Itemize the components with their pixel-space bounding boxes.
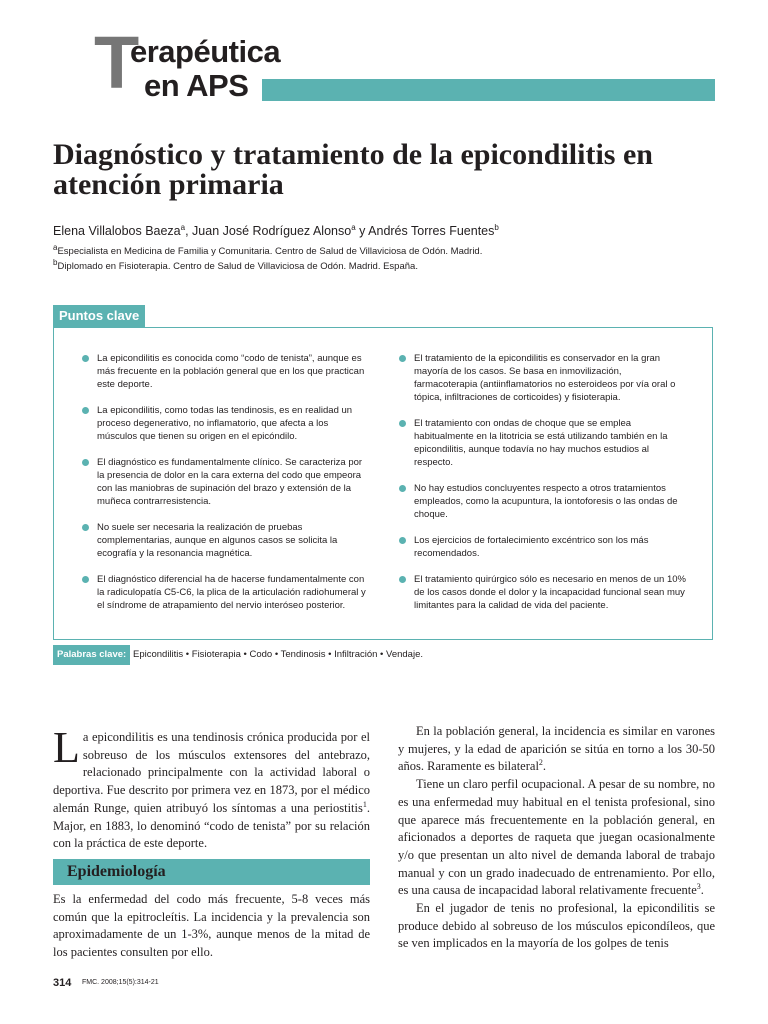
paragraph: [398, 776, 715, 900]
bullet-icon: [82, 355, 89, 362]
article-title: Diagnóstico y tratamiento de la epicondilitis en atención primaria: [53, 138, 653, 201]
bullet-icon: [399, 537, 406, 544]
bullet-icon: [82, 576, 89, 583]
paragraph-text: En el jugador de tenis no profesional, la epicondilitis se produce debido al sobreuso de los músculos epicondíleos, que se ven implicados en la mayoría de los golpes de tenis: [398, 901, 715, 951]
author-list: [53, 220, 733, 239]
author-name: Elena Villalobos Baeza: [53, 224, 181, 239]
affiliation: [53, 256, 733, 273]
keywords-label: Palabras clave:: [53, 645, 130, 665]
drop-cap: L: [53, 723, 80, 772]
author-name: Juan José Rodríguez Alonso: [192, 224, 352, 239]
bullet-icon: [399, 355, 406, 362]
logo-text-en-aps: en APS: [144, 68, 249, 103]
author-name: Andrés Torres Fuentes: [368, 224, 495, 239]
affiliation-mark: b: [53, 258, 58, 267]
author-affiliation-mark: a: [180, 223, 186, 232]
bullet-icon: [399, 485, 406, 492]
key-point: [80, 521, 370, 560]
key-point-text: La epicondilitis, como todas las tendinosis, es en realidad un proceso degenerativo, no inflamatorio, que afecta a los músculos que tienen su origen en el epicóndilo.: [97, 405, 353, 442]
body-intro-paragraph: [53, 723, 370, 853]
paragraph-text: .: [542, 759, 547, 774]
puntos-clave-heading: Puntos clave: [53, 305, 145, 327]
keywords-row: [53, 645, 713, 665]
key-point: [80, 352, 370, 391]
key-point: [397, 534, 687, 560]
section-heading-bar: [53, 859, 370, 885]
page-number: 314: [53, 977, 72, 989]
key-points-right-column: [397, 352, 687, 612]
key-point: [80, 404, 370, 443]
key-point: [80, 456, 370, 508]
paragraph: [398, 900, 715, 953]
section-title: Epidemiología: [67, 863, 166, 880]
key-point-text: No hay estudios concluyentes respecto a otros tratamientos empleados, como la acupuntura, la iontoforesis o las ondas de choque.: [414, 483, 678, 520]
author-separator: ,: [185, 224, 193, 239]
key-point-text: La epicondilitis es conocida como “codo de tenista”, aunque es más frecuente en la población general que en los que practican este deporte.: [97, 353, 365, 390]
author-affiliation-mark: b: [494, 223, 499, 232]
author-separator: y: [355, 224, 369, 239]
key-point-text: Los ejercicios de fortalecimiento excéntrico son los más recomendados.: [414, 535, 649, 559]
epidemiology-paragraph: [53, 891, 370, 962]
key-point-text: El diagnóstico es fundamentalmente clínico. Se caracteriza por la presencia de dolor en la cara externa del codo que empeora con las maniobras de supinación del brazo y extensión de la muñeca contrarresistencia.: [97, 457, 363, 507]
bullet-icon: [399, 576, 406, 583]
key-point: [80, 573, 370, 612]
header-accent-bar: [262, 79, 715, 101]
bullet-icon: [82, 524, 89, 531]
paragraph-text: Tiene un claro perfil ocupacional. A pesar de su nombre, no es una enfermedad muy habitual en el tenista profesional, sino que aparece más frecuentemente en la población general, en aficionados a deportes de raqueta que juegan ocasionalmente y/o que presentan un alto nivel de demanda laboral de trabajo manual y con un grado inadecuado de entrenamiento. Por ello, es una causa de incapacidad laboral relativamente frecuente: [398, 777, 715, 898]
key-point-text: No suele ser necesaria la realización de pruebas complementarias, aunque en algunos casos se solicita la ecografía y la resonancia magnética.: [97, 522, 338, 559]
paragraph-text: En la población general, la incidencia es similar en varones y mujeres, y la edad de aparición se sitúa en torno a los 30-50 años. Raramente es bilateral: [398, 724, 715, 774]
intro-text: a epicondilitis es una tendinosis crónica producida por el sobreuso de los músculos extensores del antebrazo, relacionado principalmente con la actividad laboral o deportiva. Fue descrito por primera vez en 1873, por el médico alemán Runge, quien atribuyó los síntomas a una periostitis: [53, 730, 370, 815]
citation-ref: 3: [696, 882, 701, 892]
bullet-icon: [82, 407, 89, 414]
affiliation-text: Especialista en Medicina de Familia y Comunitaria. Centro de Salud de Villaviciosa de Odón. Madrid.: [57, 246, 483, 258]
key-point: [397, 417, 687, 469]
key-point: [397, 573, 687, 612]
intro-text: . Major, en 1883, lo denominó “codo de tenista” por su relación con la práctica de este deporte.: [53, 800, 370, 851]
bullet-icon: [82, 459, 89, 466]
logo-text-terapeutica: erapéutica: [130, 34, 281, 69]
key-point: [397, 482, 687, 521]
paragraph-text: Es la enfermedad del codo más frecuente, 5-8 veces más común que la epitrocleítis. La incidencia y la prevalencia son aproximadamente de un 1-3%, aunque menos de la mitad de los pacientes consulten por ello.: [53, 892, 370, 960]
bullet-icon: [399, 420, 406, 427]
key-points-left-column: [80, 352, 370, 612]
key-point-text: El tratamiento con ondas de choque que se emplea habitualmente en la litotricia se está utilizando también en la epicondilitis, aunque todavía no hay muchos estudios al respecto.: [414, 418, 668, 468]
paragraph-text: .: [700, 883, 704, 898]
keywords-text: Epicondilitis • Fisioterapia • Codo • Tendinosis • Infiltración • Vendaje.: [133, 649, 423, 660]
key-point: [397, 352, 687, 404]
affiliation-text: Diplomado en Fisioterapia. Centro de Salud de Villaviciosa de Odón. Madrid. España.: [57, 261, 418, 273]
paragraph: [398, 723, 715, 776]
key-point-text: El tratamiento de la epicondilitis es conservador en la gran mayoría de los casos. Se basa en inmovilización, farmacoterapia (antiinflamatorios no esteroideos por vía oral o tópica, infiltraciones de corticoides) y fisioterapia.: [414, 353, 676, 403]
author-affiliation-mark: a: [351, 223, 356, 232]
journal-citation: FMC. 2008;15(5):314-21: [82, 979, 159, 986]
body-right-column: [398, 723, 715, 953]
logo-letter-t: T: [94, 21, 138, 104]
key-point-text: El diagnóstico diferencial ha de hacerse fundamentalmente con la radiculopatía C5-C6, la plica de la articulación radiohumeral y el síndrome de atrapamiento del nervio interóseo posterior.: [97, 574, 366, 611]
key-point-text: El tratamiento quirúrgico sólo es necesario en menos de un 10% de los casos donde el dolor y la incapacidad funcional sean muy limitantes para la calidad de vida del paciente.: [414, 574, 686, 611]
affiliation-mark: a: [53, 243, 58, 252]
citation-ref: 2: [538, 758, 543, 768]
citation-ref: 1: [362, 799, 367, 809]
